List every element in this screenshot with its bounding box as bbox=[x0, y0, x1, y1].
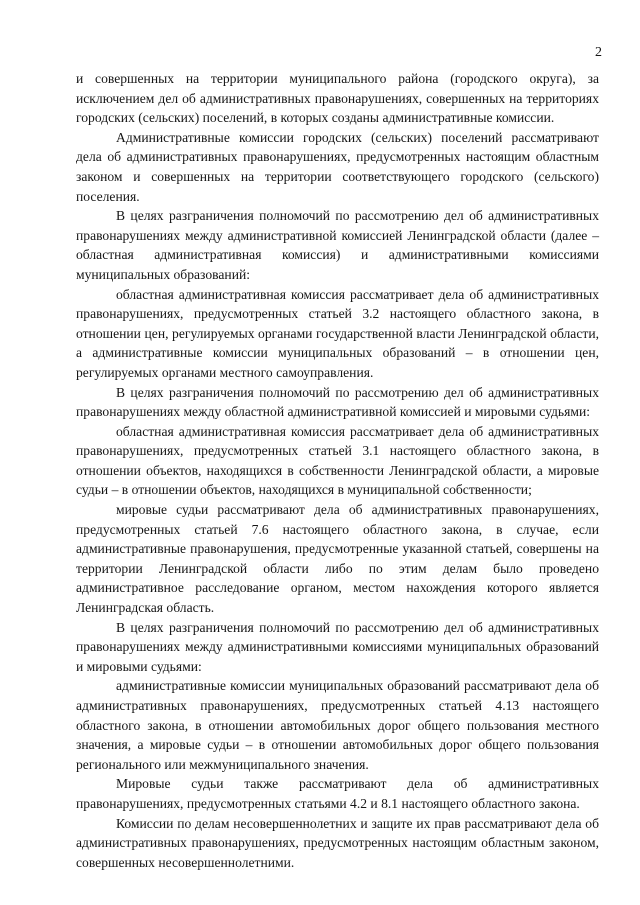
document-body bbox=[76, 69, 599, 872]
paragraph-roads-article-4-13: административные комиссии муниципальных образований рассматривают дела об административных правонарушениях, предусмотренных статьей 4.13 настоящего областного закона, в отношении автомобильных дорог общего пользования местного значения, а мировые судьи – в отношении автомобильных дорог общего пользования регионального или межмуниципального значения. bbox=[76, 678, 599, 772]
paragraph-settlement-commissions: Административные комиссии городских (сельских) поселений рассматривают дела об административных правонарушениях, предусмотренных настоящим областным законом и совершенных на территории соответствующего городского (сельского) поселения. bbox=[76, 129, 599, 204]
paragraph-prices-regulation: областная административная комиссия рассматривает дела об административных правонарушениях, предусмотренных статьей 3.2 настоящего областного закона, в отношении цен, регулируемых органами государственной власти Ленинградской области, а административные комиссии муниципальных образований – в отношении цен, регулируемых органами местного самоуправления. bbox=[76, 286, 599, 380]
page-number: 2 bbox=[595, 45, 602, 60]
paragraph-judges-article-7-6: мировые судьи рассматривают дела об административных правонарушениях, предусмотренных статьей 7.6 настоящего областного закона, в случае, если административные правонарушения, предусмотренные указанной статьей, совершены на территории Ленинградской области либо по этим делам было проведено административное расследование органом, местом нахождения которого является Ленинградская область. bbox=[76, 502, 599, 616]
paragraph-delimitation-regional-judges: В целях разграничения полномочий по рассмотрению дел об административных правонарушениях между областной административной комиссией и мировыми судьями: bbox=[76, 384, 599, 420]
paragraph-juvenile-commissions: Комиссии по делам несовершеннолетних и защите их прав рассматривают дела об административных правонарушениях, предусмотренных настоящим областным законом, совершенных несовершеннолетними. bbox=[76, 815, 599, 870]
paragraph-judges-articles-4-2-8-1: Мировые судьи также рассматривают дела об административных правонарушениях, предусмотренных статьями 4.2 и 8.1 настоящего областного закона. bbox=[76, 776, 599, 811]
paragraph-property-objects: областная административная комиссия рассматривает дела об административных правонарушениях, предусмотренных статьей 3.1 настоящего областного закона, в отношении объектов, находящихся в собственности Ленинградской области, а мировые судьи – в отношении объектов, находящихся в муниципальной собственности; bbox=[76, 423, 599, 498]
paragraph-continuation: и совершенных на территории муниципального района (городского округа), за исключением дел об административных правонарушениях, совершенных на территориях городских (сельских) поселений, в которых созданы административные комиссии. bbox=[76, 71, 599, 126]
paragraph-delimitation-municipal-judges: В целях разграничения полномочий по рассмотрению дел об административных правонарушениях между административными комиссиями муниципальных образований и мировыми судьями: bbox=[76, 619, 599, 674]
paragraph-delimitation-regional-municipal: В целях разграничения полномочий по рассмотрению дел об административных правонарушениях между административной комиссией Ленинградской области (далее – областная административная комиссия) и административными комиссиями муниципальных образований: bbox=[76, 208, 599, 282]
